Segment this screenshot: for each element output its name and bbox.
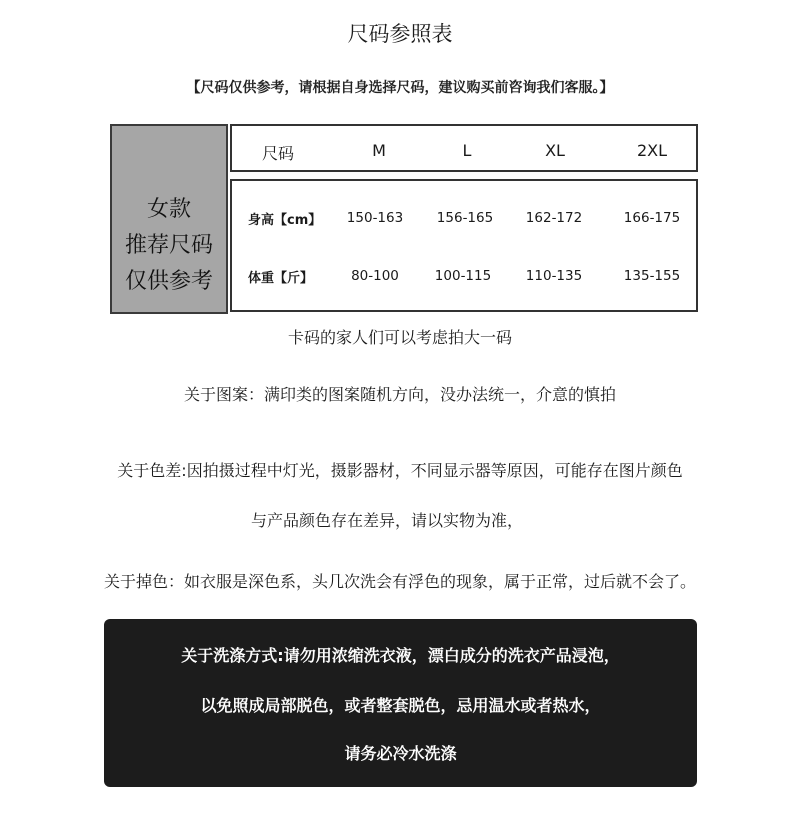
table-cell: 135-155 (623, 268, 681, 284)
size-header-cell: 2XL (636, 141, 668, 160)
table-cell: 80-100 (351, 268, 399, 284)
color-difference-note: 关于色差:因拍摄过程中灯光，摄影器材，不同显示器等原因，可能存在图片颜色 (117, 461, 683, 480)
size-notice: 【尺码仅供参考，请根据自身选择尺码，建议购买前咨询我们客服。】 (186, 80, 614, 96)
side-panel-line: 仅供参考 (124, 269, 213, 294)
washing-line: 请务必冷水洗涤 (344, 744, 457, 763)
table-cell: 110-135 (525, 268, 583, 284)
size-header-label: 尺码 (262, 144, 295, 163)
weight-row-label: 体重【斤】 (248, 271, 314, 286)
size-header-row (230, 124, 698, 172)
size-header-cell: M (372, 141, 386, 160)
table-cell: 150-163 (346, 210, 404, 226)
size-tip: 卡码的家人们可以考虑拍大一码 (287, 328, 512, 347)
size-data-table (230, 179, 698, 312)
side-panel-line: 推荐尺码 (124, 233, 213, 258)
page-title: 尺码参照表 (347, 22, 453, 46)
washing-line: 关于洗涤方式:请勿用浓缩洗衣液，漂白成分的洗衣产品浸泡， (181, 646, 620, 665)
size-header-cell: L (462, 141, 472, 160)
pattern-note: 关于图案：满印类的图案随机方向，没办法统一，介意的慎拍 (183, 385, 616, 404)
table-cell: 162-172 (525, 210, 583, 226)
table-cell: 166-175 (623, 210, 681, 226)
color-difference-note-cont: 与产品颜色存在差异，请以实物为准， (250, 511, 523, 530)
size-header-cell: XL (545, 141, 565, 160)
washing-line: 以免照成局部脱色，或者整套脱色，忌用温水或者热水， (200, 696, 601, 715)
women-recommended-size-panel (110, 124, 228, 314)
fading-note: 关于掉色：如衣服是深色系，头几次洗会有浮色的现象，属于正常，过后就不会了。 (103, 572, 696, 591)
table-cell: 156-165 (436, 210, 494, 226)
side-panel-line: 女款 (146, 197, 191, 222)
table-cell: 100-115 (434, 268, 492, 284)
height-row-label: 身高【cm】 (248, 213, 322, 228)
washing-instructions-box (104, 619, 697, 787)
